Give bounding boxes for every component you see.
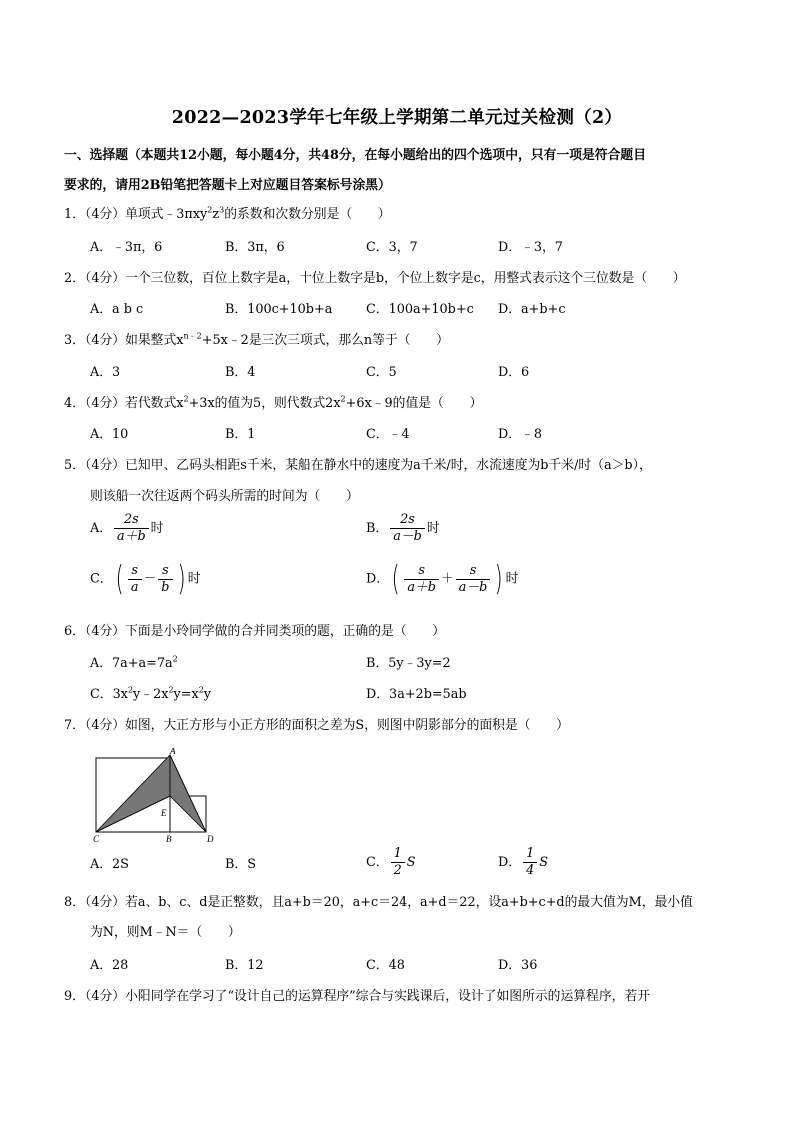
question-4-number: 4．（4分） [64,396,126,411]
q8-option-b[interactable]: B．12 [225,958,264,973]
q3-option-a[interactable]: A．3 [90,365,121,380]
q5-b-fraction [390,512,425,545]
question-9-stem [64,988,744,1006]
question-7-number: 7．（4分） [64,718,126,733]
q5-b-denominator: a－b [393,529,422,544]
q5-option-a[interactable] [90,512,163,545]
question-5-stem-line1 [64,457,744,475]
q6-c-s3: 2 [198,685,204,695]
q5-c-num1: s [128,563,142,580]
q5-a-label: A． [90,521,113,536]
question-1-stem [64,206,744,224]
q5-b-label: B． [366,521,389,536]
q3-sup: n﹣2 [183,331,202,341]
q7-option-b[interactable]: B．S [225,857,256,872]
q7-option-a[interactable]: A．2S [90,857,129,872]
question-8-stem-line1 [64,894,744,912]
q5-c-fraction-2 [158,563,172,596]
q7-text: 如图，大正方形与小正方形的面积之差为S，则图中阴影部分的面积是（ ） [125,718,569,733]
label-a: A [170,748,176,756]
q5-d-fraction-2 [456,563,491,596]
q1-text-a: 单项式﹣3πxy [125,207,208,222]
q5-c-num2: s [158,563,172,580]
q3-option-b[interactable]: B．4 [225,365,256,380]
q5-c-unit: 时 [187,571,201,587]
q5-c-fraction-1 [128,563,142,596]
q4-option-a[interactable]: A．10 [90,427,129,442]
q8-text-line1: 若a、b、c、d是正整数，且a+b＝20，a+c＝24，a+d＝22，设a+b+c+d的最大值为M，最小值 [125,895,693,910]
q5-d-den2: a－b [458,579,488,595]
q7-c-fraction [391,846,405,879]
q3-option-d[interactable]: D．6 [498,365,530,380]
q2-option-c[interactable]: C．100a+10b+c [366,302,474,317]
q7-c-s: S [406,855,416,870]
q1-option-b[interactable]: B．3π，6 [225,240,285,255]
q5-d-left-paren: ( [391,559,400,599]
q4-text-a: 若代数式x [125,396,184,411]
page-title: 2022—2023学年七年级上学期第二单元过关检测（2） [171,108,623,128]
q7-figure-squares [93,748,223,844]
question-2-number: 2．（4分） [64,271,126,286]
q6-c-b: y﹣2x [133,687,169,702]
q5-text-line1: 已知甲、乙码头相距s千米，某船在静水中的速度为a千米/时，水流速度为b千米/时（a＞b）， [125,458,652,473]
q1-sup2: 3 [219,205,225,215]
section-heading-line1: 一、选择题（本题共12小题，每小题4分，共48分，在每小题给出的四个选项中，只有一项是符合题目 [64,148,646,163]
q6-c-s1: 2 [127,685,134,695]
q6-a-text: A．7a+a=7a [90,656,173,671]
q4-text-c: +6x﹣9的值是（ ） [345,396,483,411]
q7-d-num: 1 [523,846,537,863]
q5-c-den1: a [130,579,139,595]
q1-text-b: z [212,207,220,222]
q6-c-a: C．3x [90,687,128,702]
q4-sup1: 2 [183,394,189,404]
q5-d-unit: 时 [505,571,519,587]
q6-option-c[interactable] [90,686,211,704]
q6-c-d: y [203,687,212,702]
q4-sup2: 2 [340,394,346,404]
q4-option-c[interactable]: C．﹣4 [366,427,410,442]
q8-option-a[interactable]: A．28 [90,958,129,973]
q5-d-label: D． [366,571,390,587]
question-4-stem [64,395,744,413]
q5-c-operator: － [143,571,157,587]
question-8-stem-line2: 为N，则M﹣N＝（ ） [90,925,241,940]
q7-c-label: C． [366,855,389,870]
q5-d-fraction-1 [404,563,439,596]
q7-d-den: 4 [526,863,535,878]
question-5-stem-line2: 则该船一次往返两个码头所需的时间为（ ） [90,489,359,504]
q5-b-unit: 时 [426,521,440,536]
q6-option-a[interactable] [90,655,178,673]
q7-c-num: 1 [391,846,405,863]
q7-d-s: S [539,855,548,870]
question-6-stem [64,623,744,641]
q5-c-label: C． [90,571,113,587]
label-e: E [161,808,167,818]
q6-c-c: y=x [173,687,199,702]
q7-c-den: 2 [393,863,402,878]
q4-text-b: +3x的值为5，则代数式2x [188,396,341,411]
q9-text: 小阳同学在学习了“设计自己的运算程序”综合与实践课后，设计了如图所示的运算程序，若开 [125,989,651,1004]
q1-option-d[interactable]: D．﹣3，7 [498,240,563,255]
q6-option-d[interactable]: D．3a+2b=5ab [366,687,467,702]
q3-option-c[interactable]: C．5 [366,365,397,380]
section-heading-line2: 要求的，请用2B铅笔把答题卡上对应题目答案标号涂黑） [64,178,391,193]
q5-a-denominator: a＋b [117,529,146,544]
q5-d-den1: a＋b [407,579,436,595]
q5-option-b[interactable] [366,512,440,545]
q1-option-a[interactable]: A．﹣3π，6 [90,240,163,255]
q7-option-d[interactable] [498,846,548,879]
label-c: C [93,834,100,844]
q5-b-numerator: 2s [390,512,425,529]
shaded-triangle-left [96,755,170,832]
question-1-number: 1．（4分） [64,207,126,222]
q8-option-c[interactable]: C．48 [366,958,405,973]
question-3-stem [64,332,744,350]
q7-d-fraction [523,846,537,879]
q4-option-b[interactable]: B．1 [225,427,256,442]
question-3-number: 3．（4分） [64,333,126,348]
q1-option-c[interactable]: C．3，7 [366,240,418,255]
q3-text-a: 如果整式x [125,333,184,348]
question-9-number: 9．（4分） [64,989,126,1004]
q5-c-den2: b [161,579,170,595]
question-6-number: 6．（4分） [64,624,126,639]
q3-text-b: +5x﹣2是三次三项式，那么n等于（ ） [201,333,449,348]
label-d: D [207,834,214,844]
q5-d-right-paren: ) [495,559,503,599]
q6-text: 下面是小玲同学做的合并同类项的题，正确的是（ ） [125,624,445,639]
q5-option-d[interactable] [366,559,519,599]
q2-text: 一个三位数，百位上数字是a，十位上数字是b，个位上数字是c，用整式表示这个三位数是（ ） [125,271,686,286]
q4-option-d[interactable]: D．﹣8 [498,427,542,442]
q6-c-s2: 2 [168,685,174,695]
q5-a-fraction [114,512,149,545]
q5-option-c[interactable] [90,559,201,599]
q1-text-c: 的系数和次数分别是（ ） [224,207,391,222]
q2-option-b[interactable]: B．100c+10b+a [225,302,333,317]
q5-c-left-paren: ( [115,559,124,599]
question-7-stem [64,717,744,735]
q5-c-right-paren: ) [177,559,186,599]
q2-option-a[interactable]: A．a b c [90,302,144,317]
q5-a-numerator: 2s [114,512,149,529]
q8-option-d[interactable]: D．36 [498,958,538,973]
q7-d-label: D． [498,855,522,870]
q7-option-c[interactable] [366,846,416,879]
q6-option-b[interactable]: B．5y﹣3y=2 [366,656,451,671]
q6-a-sup: 2 [172,654,178,664]
q2-option-d[interactable]: D．a+b+c [498,302,566,317]
question-5-number: 5．（4分） [64,458,126,473]
q5-d-num1: s [404,563,439,580]
q5-a-unit: 时 [150,521,164,536]
label-b: B [166,834,172,844]
q1-sup1: 2 [207,205,213,215]
q5-d-operator: ＋ [440,571,454,587]
question-8-number: 8．（4分） [64,895,126,910]
question-2-stem [64,270,744,288]
q5-d-num2: s [456,563,491,580]
